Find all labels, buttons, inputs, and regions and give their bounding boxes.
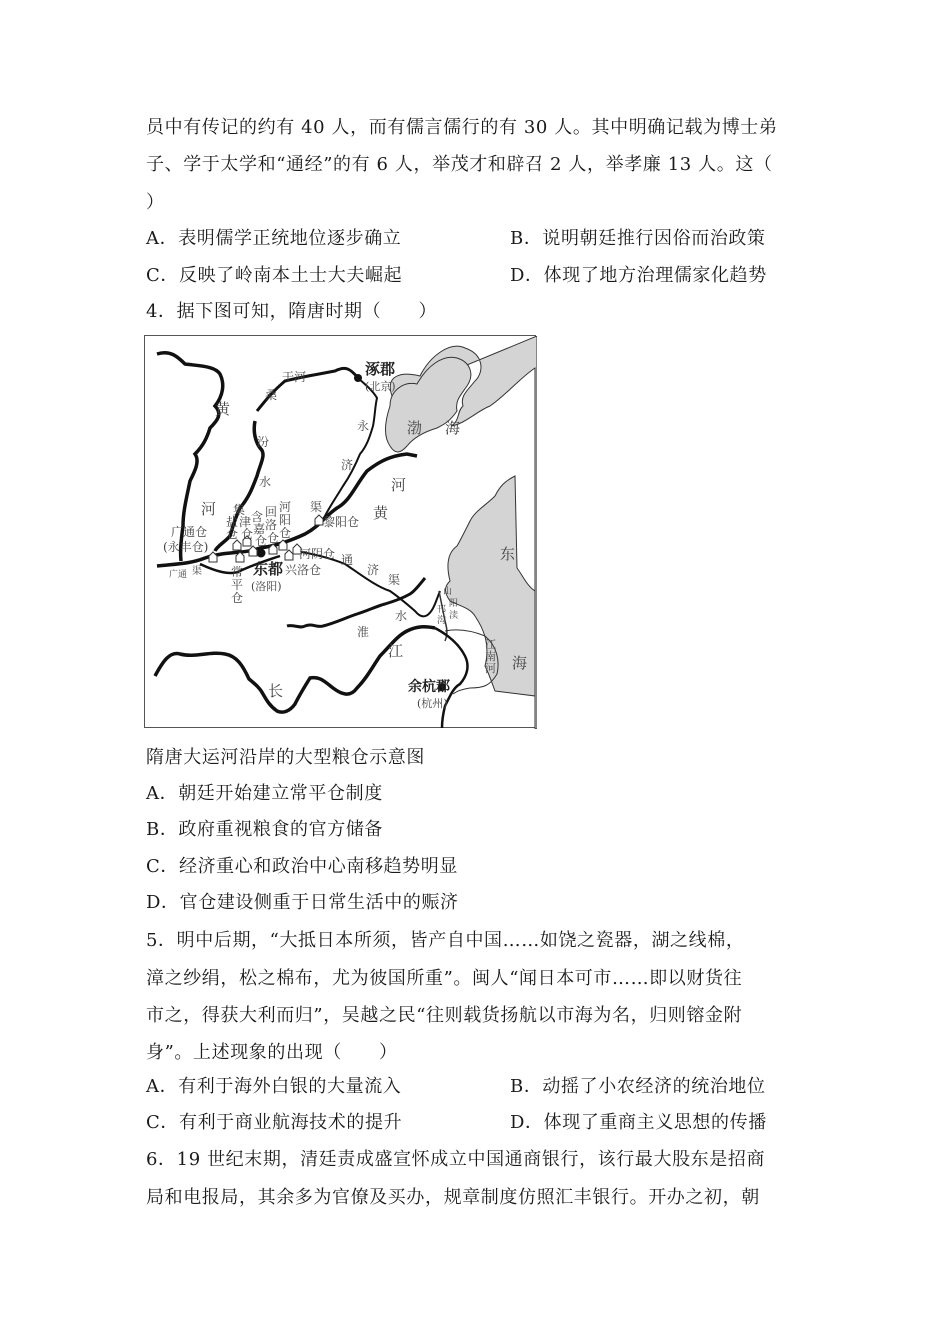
label-yuhangjun: 余杭郡	[408, 679, 450, 695]
q3-option-c: C．反映了岭南本土士大夫崛起	[146, 265, 403, 286]
q4-option-d: D．官仓建设侧重于日常生活中的赈济	[146, 892, 459, 913]
label-tongji-2: 济	[367, 563, 380, 577]
map-caption: 隋唐大运河沿岸的大型粮仓示意图	[146, 747, 425, 768]
label-bohai-2: 海	[445, 419, 461, 437]
label-huiluo-1: 回	[265, 505, 278, 519]
label-hangou-2: 沟	[437, 616, 447, 626]
dongdu-dot	[257, 549, 266, 558]
label-guangtong-granary: 广通仓	[171, 525, 208, 539]
label-jijin-2: 津	[239, 515, 252, 529]
label-heyang-1: 河	[279, 500, 292, 514]
label-donghai-1: 东	[500, 545, 516, 563]
q4-option-a: A．朝廷开始建立常平仓制度	[146, 783, 383, 804]
label-hanjia-3: 仓	[255, 534, 268, 548]
label-tongji-3: 渠	[388, 573, 401, 587]
label-guangtong-canal-qu: 渠	[192, 566, 202, 577]
label-sanggan-1: 桑	[265, 388, 278, 402]
map-svg	[145, 336, 537, 729]
q4-stem: 4．据下图可知，隋唐时期（ ）	[146, 301, 438, 322]
label-sanggan-2: 干河	[282, 370, 307, 384]
label-huiluo-2: 洛	[265, 518, 278, 532]
q4-option-b: B．政府重视粮食的官方储备	[146, 819, 384, 840]
label-fen-2: 水	[259, 475, 272, 489]
label-hangou-1: 邗	[437, 605, 447, 615]
q5-option-c: C．有利于商业航海技术的提升	[146, 1112, 403, 1133]
label-changjiang-2: 江	[388, 642, 404, 660]
label-huanghe-e-2: 黄	[373, 504, 389, 522]
label-bohai-1: 渤	[407, 419, 423, 437]
yangtze-river	[155, 627, 435, 712]
label-huai-2: 水	[395, 609, 408, 623]
q3-option-d: D．体现了地方治理儒家化趋势	[510, 265, 767, 286]
label-hanjia-2: 嘉	[253, 522, 266, 536]
label-huanghe-n-2: 河	[201, 500, 217, 518]
label-heyin-granary: 河阴仓	[299, 547, 336, 561]
label-jijin-1: 集	[233, 503, 246, 517]
label-changping-3: 仓	[231, 591, 244, 605]
q4-option-c: C．经济重心和政治中心南移趋势明显	[146, 856, 458, 877]
q5-stem-line-3: 市之，得获大利而归”，吴越之民“往则载货扬航以市海为名，归则镕金附	[146, 1005, 743, 1026]
q5-option-a: A．有利于海外白银的大量流入	[146, 1076, 402, 1097]
label-huiluo-3: 仓	[267, 531, 280, 545]
q6-stem-line-2: 局和电报局，其余多为官僚及买办，规章制度仿照汇丰银行。开办之初，朝	[146, 1187, 760, 1208]
label-yuhangjun-modern: (杭州)	[417, 697, 448, 710]
label-yongji-2: 济	[341, 458, 354, 472]
label-guangtong-canal: 广通	[169, 570, 188, 580]
q3-option-b: B．说明朝廷推行因俗而治政策	[510, 228, 766, 249]
q5-stem-line-2: 漳之纱绢，松之棉布，尤为彼国所重”。闽人“闻日本可市……即以财货往	[146, 968, 743, 989]
label-huanghe-e-1: 河	[391, 476, 407, 494]
label-jiangnan-3: 河	[485, 662, 496, 675]
q3-stem-line-3: ）	[146, 192, 165, 213]
label-yongji-3: 渠	[310, 500, 323, 514]
q3-stem-line-1: 员中有传记的约有 40 人，而有儒言儒行的有 30 人。其中明确记载为博士弟	[146, 117, 778, 138]
label-liyang-granary: 黎阳仓	[323, 515, 360, 529]
q5-stem-line-4: 身”。上述现象的出现（ ）	[146, 1042, 398, 1063]
label-zhuojun-modern: (北京)	[365, 380, 396, 393]
label-changping-2: 平	[231, 578, 244, 592]
label-tongji-1: 通	[341, 553, 354, 567]
q6-stem-line-1: 6．19 世纪末期，清廷责成盛宣怀成立中国通商银行，该行最大股东是招商	[146, 1149, 766, 1170]
label-jiangnan-2: 南	[485, 650, 496, 663]
q3-option-a: A．表明儒学正统地位逐步确立	[146, 228, 402, 249]
q5-option-d: D．体现了重商主义思想的传播	[510, 1112, 767, 1133]
label-changping-1: 常	[231, 565, 244, 579]
q5-stem-line-1: 5．明中后期，“大抵日本所须，皆产自中国……如饶之瓷器，湖之线棉，	[146, 930, 745, 951]
label-huanghe-n-1: 黄	[215, 400, 231, 418]
label-dongdu-modern: (洛阳)	[251, 580, 282, 593]
jiangnan-canal	[435, 628, 467, 728]
label-shanyang-1: 山	[443, 587, 453, 597]
label-shanyang-3: 渎	[449, 611, 459, 621]
label-dongdu: 东都	[253, 560, 284, 578]
label-jiangnan-1: 江	[485, 638, 496, 651]
grand-canal-granary-map	[144, 335, 536, 728]
label-yan-1: 盐	[226, 515, 239, 529]
label-hanjia-1: 含	[251, 510, 264, 524]
label-shanyang-2: 阳	[449, 599, 459, 609]
label-changjiang-1: 长	[268, 682, 284, 700]
label-yongji-1: 永	[357, 419, 370, 433]
zhuojun-dot	[354, 374, 362, 382]
q3-stem-line-2: 子、学于太学和“通经”的有 6 人，举茂才和辟召 2 人，举孝廉 13 人。这（	[146, 154, 773, 175]
bohai-inner	[385, 357, 470, 452]
label-huai-1: 淮	[357, 625, 370, 639]
label-yan-2: 仓	[226, 527, 239, 541]
label-xingluo-granary: 兴洛仓	[285, 563, 322, 577]
label-zhuojun: 涿郡	[365, 360, 396, 378]
label-heyang-3: 仓	[279, 526, 292, 540]
label-heyang-2: 阳	[279, 513, 292, 527]
label-yongfeng-granary: (永丰仓)	[163, 540, 209, 554]
label-fen-1: 汾	[257, 435, 270, 449]
label-jijin-3: 仓	[241, 527, 254, 541]
label-donghai-2: 海	[512, 654, 528, 672]
q5-option-b: B．动摇了小农经济的统治地位	[510, 1076, 766, 1097]
